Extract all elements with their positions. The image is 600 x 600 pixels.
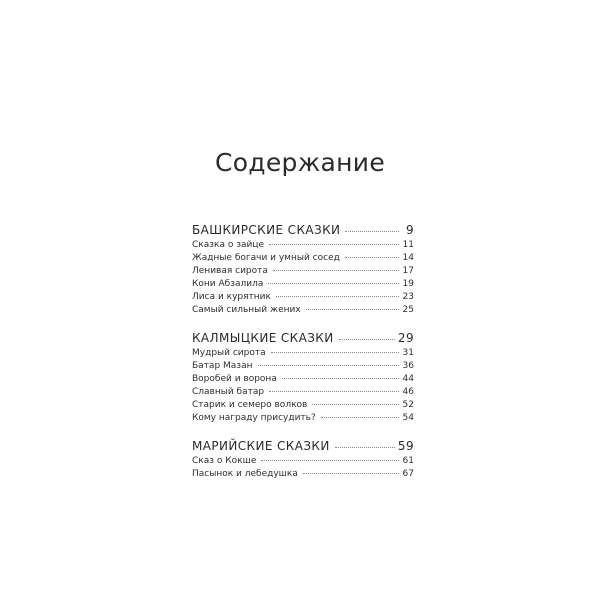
toc-entry[interactable] <box>192 455 414 468</box>
toc-section-bashkir <box>192 221 414 317</box>
page-number: 29 <box>397 331 414 345</box>
toc-entry[interactable] <box>192 291 414 304</box>
entry-title: Славный батар <box>192 387 265 397</box>
page-number: 14 <box>402 253 414 263</box>
dot-leader <box>273 270 399 271</box>
page-number: 46 <box>402 387 414 397</box>
toc-entry[interactable] <box>192 468 414 481</box>
dot-leader <box>339 339 395 340</box>
page-number: 9 <box>405 223 414 237</box>
dot-leader <box>345 257 399 258</box>
entry-title: Старик и семеро волков <box>192 400 308 410</box>
entry-title: Сказка о зайце <box>192 240 265 250</box>
dot-leader <box>345 231 399 232</box>
toc-entry[interactable] <box>192 412 414 425</box>
entry-title: Кони Абзалила <box>192 279 264 289</box>
dot-leader <box>312 404 399 405</box>
dot-leader <box>258 365 400 366</box>
entry-title: Лиса и курятник <box>192 292 271 302</box>
page-number: 11 <box>402 240 414 250</box>
toc-entry[interactable] <box>192 360 414 373</box>
entry-title: Кому награду присудить? <box>192 413 316 423</box>
dot-leader <box>268 283 399 284</box>
page-title: Содержание <box>214 148 386 177</box>
page-number: 59 <box>397 439 414 453</box>
page-number: 25 <box>402 305 414 315</box>
entry-title: Мудрый сирота <box>192 348 266 358</box>
dot-leader <box>269 244 399 245</box>
page-number: 67 <box>402 469 414 479</box>
toc-entry[interactable] <box>192 347 414 360</box>
section-title: БАШКИРСКИЕ СКАЗКИ <box>192 223 341 237</box>
toc-entry[interactable] <box>192 373 414 386</box>
toc-section-mari <box>192 437 414 481</box>
page-number: 23 <box>402 292 414 302</box>
page-number: 19 <box>402 279 414 289</box>
section-title: МАРИЙСКИЕ СКАЗКИ <box>192 439 330 453</box>
dot-leader <box>261 460 399 461</box>
page-number: 54 <box>402 413 414 423</box>
section-title: КАЛМЫЦКИЕ СКАЗКИ <box>192 331 334 345</box>
entry-title: Самый сильный жених <box>192 305 301 315</box>
page-number: 52 <box>402 400 414 410</box>
entry-title: Батар Мазан <box>192 361 253 371</box>
dot-leader <box>306 309 399 310</box>
toc-entry[interactable] <box>192 265 414 278</box>
table-of-contents <box>192 221 414 493</box>
toc-entry[interactable] <box>192 399 414 412</box>
toc-entry[interactable] <box>192 252 414 265</box>
entry-title: Жадные богачи и умный сосед <box>192 253 340 263</box>
page-number: 31 <box>402 348 414 358</box>
toc-entry[interactable] <box>192 304 414 317</box>
page-number: 61 <box>402 456 414 466</box>
page-number: 17 <box>402 266 414 276</box>
entry-title: Сказ о Кокше <box>192 456 257 466</box>
dot-leader <box>276 296 399 297</box>
dot-leader <box>303 473 399 474</box>
dot-leader <box>269 391 399 392</box>
dot-leader <box>282 378 399 379</box>
entry-title: Пасынок и лебедушка <box>192 469 298 479</box>
page-number: 44 <box>402 374 414 384</box>
dot-leader <box>321 417 399 418</box>
toc-section-heading[interactable] <box>192 437 414 455</box>
entry-title: Ленивая сирота <box>192 266 268 276</box>
dot-leader <box>271 352 399 353</box>
page-number: 36 <box>402 361 414 371</box>
toc-section-kalmyk <box>192 329 414 425</box>
entry-title: Воробей и ворона <box>192 374 277 384</box>
toc-section-heading[interactable] <box>192 221 414 239</box>
toc-section-heading[interactable] <box>192 329 414 347</box>
toc-entry[interactable] <box>192 386 414 399</box>
dot-leader <box>335 447 395 448</box>
toc-entry[interactable] <box>192 239 414 252</box>
toc-entry[interactable] <box>192 278 414 291</box>
